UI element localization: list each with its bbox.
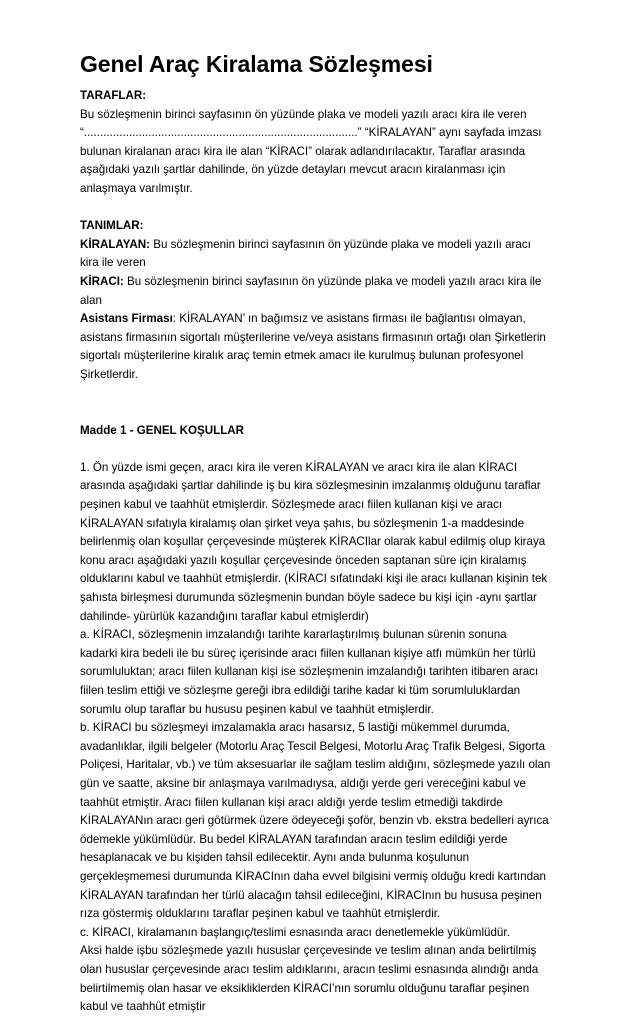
tanimlar-section [80, 217, 598, 384]
paragraph-line: hesaplanacak ve bu kişiden tahsil edilecektir. Aynı anda bulunma koşulunun [80, 851, 470, 865]
paragraph-line: gün ve saatte, aksine bir anlaşmaya varılmadıysa, aldığı yerde geri vereceğini kabul ve [80, 776, 526, 790]
definition-kiraci [80, 273, 598, 292]
paragraph-line: olduklarını kabul ve taahhüt etmişlerdir. (KİRACI sıfatındaki kişi ile aracı kullanan kişinin tek [80, 572, 548, 586]
definition-text: Bu sözleşmenin birinci sayfasının ön yüzünde plaka ve modeli yazılı aracı [150, 237, 531, 251]
paragraph-line: asistans firmasının sigortalı müşterilerine ve/veya asistans firmasının ortağı olan Şirketlerin [80, 330, 546, 344]
paragraph-line: rıza göstermiş olduklarını taraflar peşinen kabul ve taahhüt etmişlerdir. [80, 907, 441, 921]
spacer [80, 385, 598, 404]
paragraph-line: a. KİRACI, sözleşmenin imzalandığı tarihte kararlaştırılmış bulunan sürenin sonuna [80, 628, 507, 642]
paragraph-line: c. KİRACI, kiralamanın başlangıç/teslimi esnasında aracı denetlemekle yükümlüdür. [80, 925, 510, 939]
paragraph-line: b. KİRACI bu sözleşmeyi imzalamakla aracı hasarsız, 5 lastiği mükemmel durumda, [80, 721, 510, 735]
paragraph-line: sorumlu olup taraflar bu hususu peşinen kabul ve taahhüt etmişlerdir. [80, 702, 434, 716]
madde1-section [80, 422, 598, 1017]
paragraph-line: avadanlıklar, ilgili belgeler (Motorlu Araç Tescil Belgesi, Motorlu Araç Trafik Belgesi, Sigorta [80, 739, 546, 753]
paragraph-line: Bu sözleşmenin birinci sayfasının ön yüzünde plaka ve modeli yazılı aracı kira ile veren [80, 107, 527, 121]
paragraph-line: sorumluluktan; aracı fiilen kullanan kişi ise sözleşmenin imzalandığı tarihten itibaren aracı [80, 665, 539, 679]
paragraph-line: arasında aşağıdaki şartlar dahilinde iş bu kira sözleşmesinin imzalanmış olduğunu taraflar [80, 479, 541, 493]
paragraph-line: bulunan kiralanan aracı kira ile alan “KİRACI” olarak adlandırılacaktır. Taraflar arasında [80, 144, 526, 158]
paragraph-line: KİRALAYAN sıfatıyla kiralamış olan şirket veya şahıs, bu sözleşmenin 1-a maddesinde [80, 516, 525, 530]
madde1-heading: Madde 1 - GENEL KOŞULLAR [80, 423, 245, 437]
taraflar-heading: TARAFLAR: [80, 89, 147, 102]
paragraph-line: aşağıdaki yazılı şartlar dahilinde, ön yüzde detayları mevcut aracın kiralanması için [80, 163, 506, 177]
paragraph-line: belirlenmiş olan koşullar çerçevesinde müşterek KİRACIlar olarak kabul edilmiş olup kiraya [80, 535, 546, 549]
paragraph-line: sigortalı müşterilerine kiralık araç temin etmek amacı ile kurulmuş bulunan profesyonel [80, 349, 524, 363]
paragraph-line: konu aracı aşağıdaki yazılı koşullar çerçevesinde önceden saptanan süre için kiralamış [80, 553, 527, 567]
paragraph-line: alan [80, 293, 102, 307]
definition-text: : KİRALAYAN’ ın bağımsız ve asistans firması ile bağlantısı olmayan, [172, 312, 526, 326]
term-kiraci: KİRACI: [80, 274, 124, 288]
spacer [80, 199, 598, 218]
taraflar-section [80, 87, 598, 199]
spacer [80, 403, 598, 422]
term-asistans: Asistans Firması [80, 312, 173, 326]
paragraph-line: belirtilmemiş olan hasar ve eksikliklerden KİRACI’nın sorumlu olduğunu taraflar peşinen [80, 981, 530, 995]
document-title: Genel Araç Kiralama Sözleşmesi [80, 51, 433, 77]
paragraph-line: anlaşmaya varılmıştır. [80, 181, 193, 195]
paragraph-line: “.....................................................................................” “KİRALAYAN” aynı sayfada imzası [80, 126, 542, 140]
paragraph-line: kadarki kira bedeli ile bu süreç içerisinde aracı fiilen kullanan kişiye atfı mümkün her türlü [80, 646, 536, 660]
definition-kiralayan [80, 236, 598, 255]
paragraph-line: Poliçesi, Haritalar, vb.) ve tüm aksesuarlar ile sağlam teslim aldığını, sözleşmede yazılı olan [80, 758, 551, 772]
paragraph-line: kabul ve taahhüt etmiştir [80, 1000, 206, 1014]
paragraph-line: KİRALAYAN tarafından her türlü alacağın tahsil edileceğini, KİRACInın bu hususa peşinen [80, 888, 542, 902]
definition-text: Bu sözleşmenin birinci sayfasının ön yüzünde plaka ve modeli yazılı aracı kira ile [123, 274, 542, 288]
paragraph-line: KİRALAYANın aracı geri götürmek üzere ödeyeceği şoför, benzin vb. ekstra bedelleri ayrıca [80, 814, 549, 828]
paragraph-line: fiilen teslim ettiği ve sözleşme gereği ibra edildiği tarihe kadar ki tüm sorumluluklardan [80, 684, 521, 697]
paragraph-line: 1. Ön yüzde ismi geçen, aracı kira ile veren KİRALAYAN ve aracı kira ile alan KİRACI [80, 460, 518, 474]
paragraph-line: Aksi halde işbu sözleşmede yazılı hususlar çerçevesinde ve teslim alınan anda belirtilmiş [80, 944, 537, 958]
paragraph-line: Şirketlerdir. [80, 367, 138, 381]
paragraph-line: gerçekleşmemesi durumunda KİRACInın daha evvel bilgisini vermiş olduğu kredi kartından [80, 869, 546, 883]
definition-asistans [80, 310, 598, 329]
spacer [80, 440, 598, 459]
paragraph-line: peşinen kabul ve taahhüt etmişlerdir. Sözleşmede aracı fiilen kullanan kişi ve aracı [80, 498, 503, 512]
term-kiralayan: KİRALAYAN: [80, 237, 151, 251]
paragraph-line: dahilinde- yürürlük kazandığını taraflar kabul etmişlerdir) [80, 609, 369, 623]
tanimlar-heading: TANIMLAR: [80, 219, 144, 233]
paragraph-line: olan hususlar çerçevesinde aracı teslim aldıklarını, aracın teslimi esnasında alındığı anda [80, 962, 539, 976]
paragraph-line: taahhüt etmiştir. Aracı fiilen kullanan kişi aracı aldığı yerde teslim etmediği takdirde [80, 795, 503, 809]
paragraph-line: şahısta birleşmesi durumunda sözleşmenin bundan böyle sadece bu kişi için -aynı şartlar [80, 591, 537, 605]
paragraph-line: kira ile veren [80, 256, 146, 270]
paragraph-line: ödemekle yükümlüdür. Bu bedel KİRALAYAN tarafından aracın teslim edildiği yerde [80, 832, 508, 846]
